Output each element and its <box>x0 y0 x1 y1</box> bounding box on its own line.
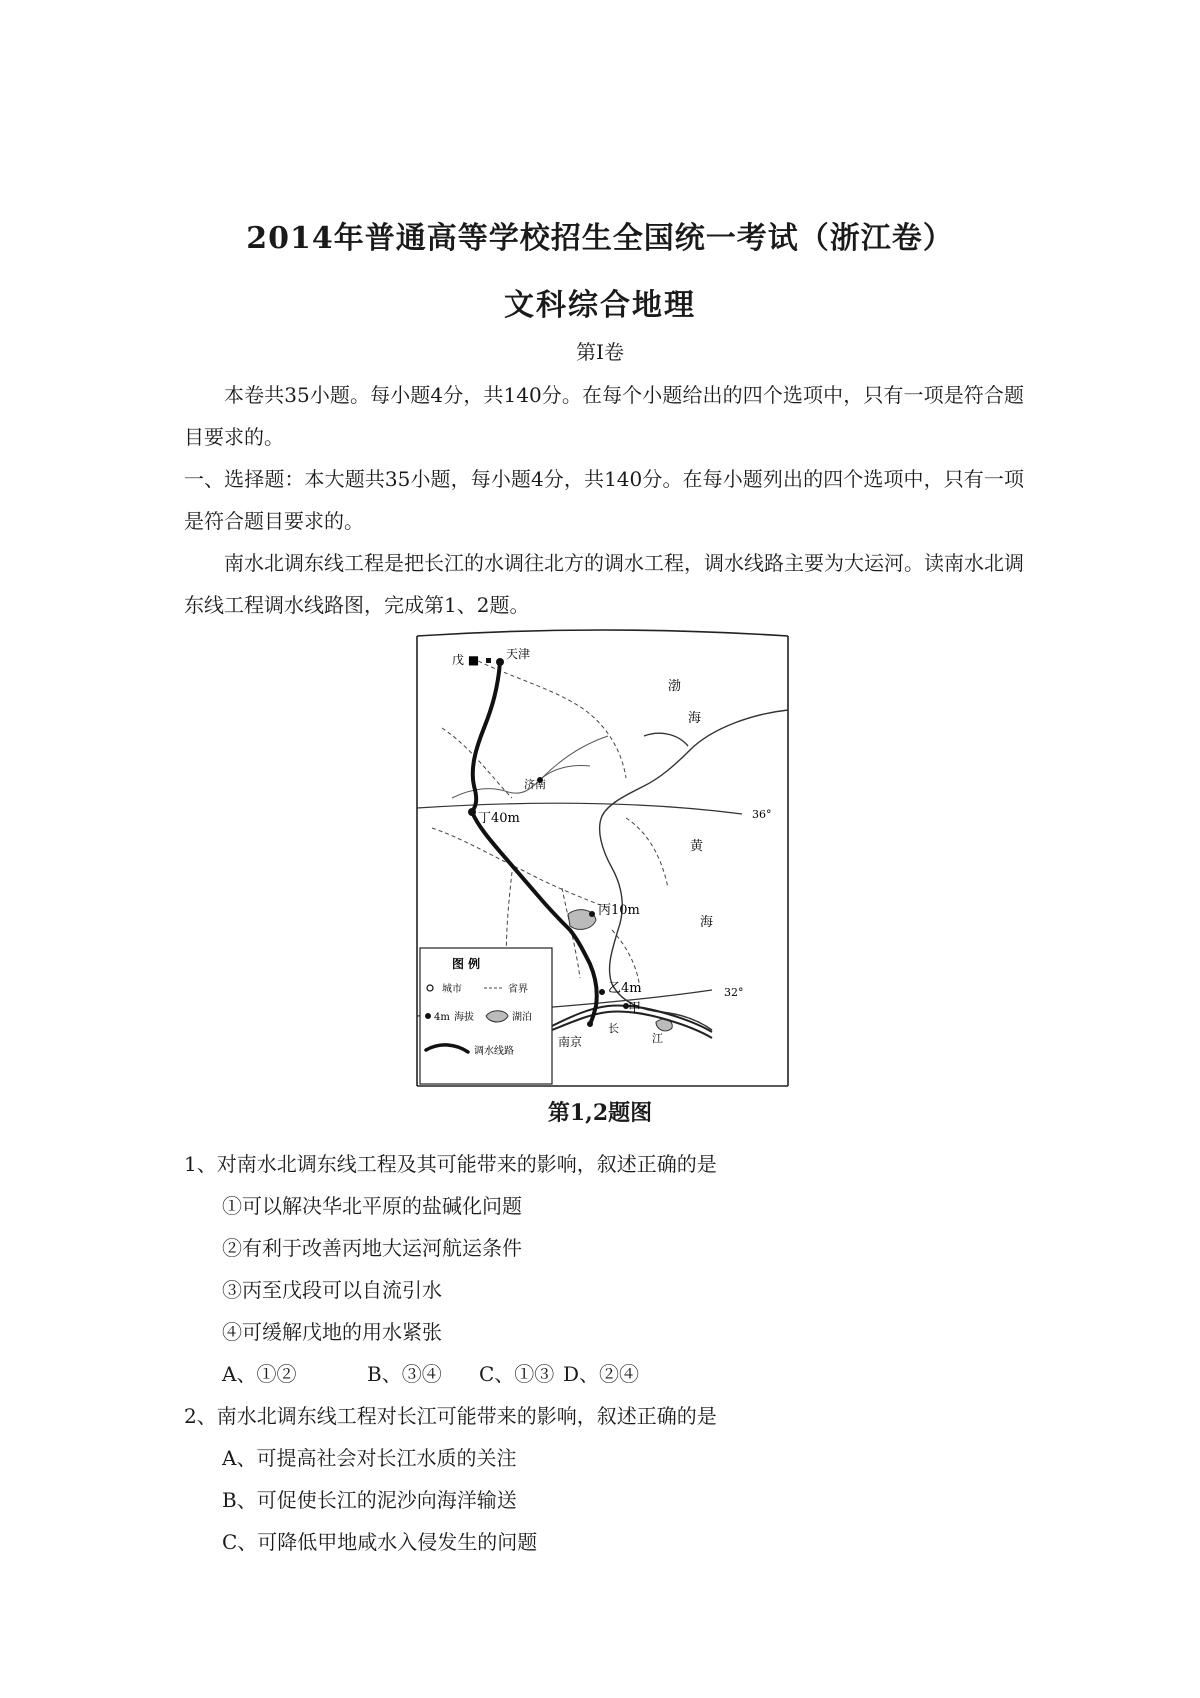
region-changjiang-2: 江 <box>652 1032 663 1045</box>
q1-statement-1: ①可以解决华北平原的盐碱化问题 <box>222 1194 522 1218</box>
city-tianjin: 天津 <box>506 647 531 661</box>
region-bohai-1: 渤 <box>668 679 682 694</box>
volume-label: 第Ⅰ卷 <box>576 340 624 364</box>
region-changjiang-1: 长 <box>608 1022 619 1035</box>
q1-option-a: A、①② <box>222 1362 297 1386</box>
city-nanjing: 南京 <box>558 1035 583 1049</box>
legend-boundary: 省界 <box>508 984 528 995</box>
region-huanghai-1: 黄 <box>690 839 704 854</box>
region-bohai-2: 海 <box>688 711 702 726</box>
map-legend <box>420 948 552 1084</box>
notice-paragraph: 本卷共35小题。每小题4分，共140分。在每个小题给出的四个选项中，只有一项是符合题目要求的。 <box>184 383 1024 449</box>
q1-option-d: D、②④ <box>563 1362 640 1386</box>
context-paragraph: 南水北调东线工程是把长江的水调往北方的调水工程，调水线路主要为大运河。读南水北调东线工程调水线路图，完成第1、2题。 <box>184 551 1024 617</box>
point-ding: 丁40m <box>478 811 520 826</box>
province-boundaries <box>432 658 668 990</box>
exam-title: 2014年普通高等学校招生全国统一考试（浙江卷） <box>246 221 954 256</box>
map-caption: 第1,2题图 <box>547 1100 653 1126</box>
q1-statement-3: ③丙至戊段可以自流引水 <box>222 1278 442 1302</box>
q1-option-c: C、①③ <box>479 1362 555 1386</box>
water-diversion-map <box>412 618 792 1088</box>
q1-stem: 1、对南水北调东线工程及其可能带来的影响，叙述正确的是 <box>184 1152 717 1176</box>
point-yi: 乙4m <box>608 981 642 996</box>
city-jinan: 济南 <box>524 778 546 791</box>
lat-32-label: 32° <box>724 986 744 999</box>
point-jia: 甲 <box>628 1001 642 1016</box>
legend-lake: 湖泊 <box>512 1012 532 1023</box>
q1-statement-4: ④可缓解戊地的用水紧张 <box>222 1320 442 1344</box>
legend-route: 调水线路 <box>474 1046 514 1057</box>
point-bing: 丙10m <box>598 903 640 918</box>
q2-option-a: A、可提高社会对长江水质的关注 <box>222 1446 517 1470</box>
lat-36-label: 36° <box>752 808 772 821</box>
legend-city: 城市 <box>442 984 462 995</box>
section-paragraph: 一、选择题：本大题共35小题，每小题4分，共140分。在每小题列出的四个选项中，只有一项是符合题目要求的。 <box>184 467 1024 533</box>
legend-title: 图 例 <box>452 957 481 971</box>
q2-stem: 2、南水北调东线工程对长江可能带来的影响，叙述正确的是 <box>184 1404 717 1428</box>
legend-elevation: 海拔 <box>454 1012 474 1023</box>
q1-option-b: B、③④ <box>367 1362 442 1386</box>
exam-subtitle: 文科综合地理 <box>504 288 696 323</box>
q2-option-b: B、可促使长江的泥沙向海洋输送 <box>222 1488 517 1512</box>
q1-options <box>222 1358 639 1387</box>
q1-statement-2: ②有利于改善丙地大运河航运条件 <box>222 1236 522 1260</box>
city-wu: 戊 ■ <box>452 653 480 667</box>
q2-option-c: C、可降低甲地咸水入侵发生的问题 <box>222 1530 538 1554</box>
legend-elev-sym: 4m <box>434 1012 450 1023</box>
region-huanghai-2: 海 <box>700 915 714 930</box>
